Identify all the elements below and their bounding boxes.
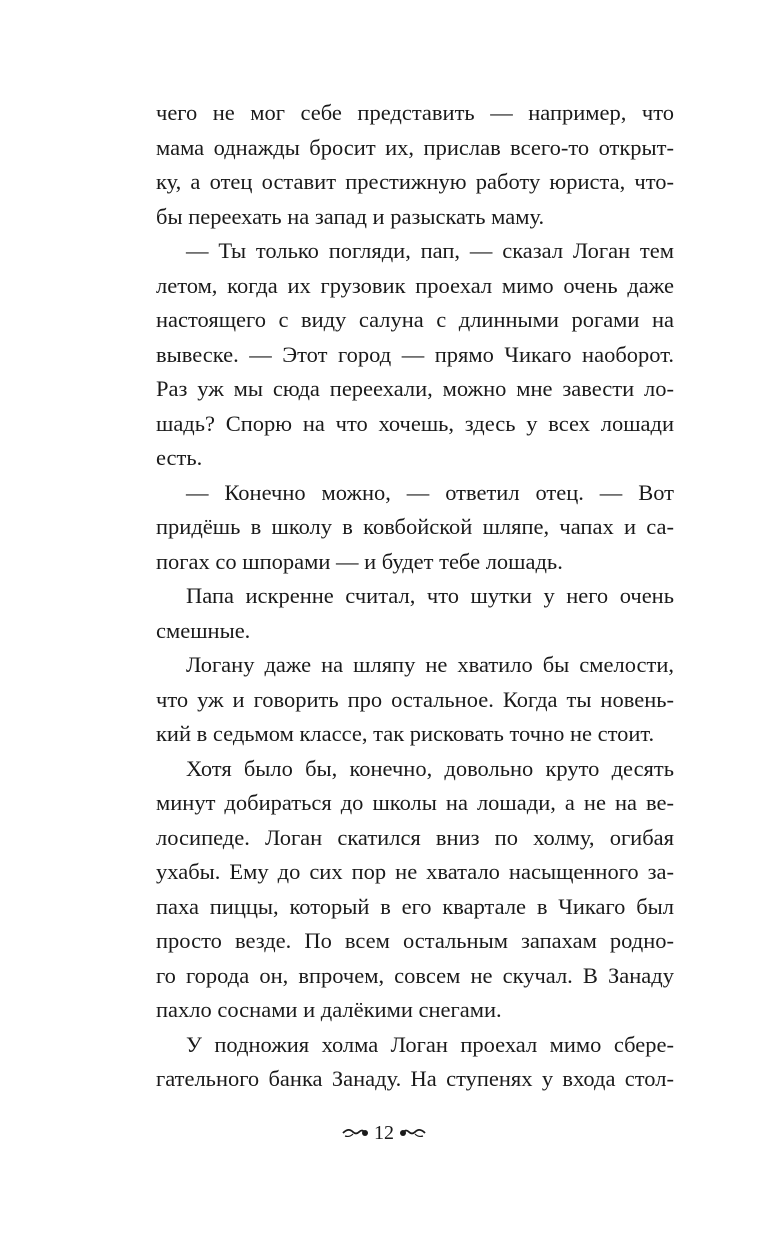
text-line: вывеске. — Этот город — прямо Чикаго наоборот. (156, 341, 674, 367)
text-line: погах со шпорами — и будет тебе лошадь. (156, 548, 563, 574)
text-line: Папа искренне считал, что шутки у него очень (186, 583, 674, 608)
text-line: чего не мог себе представить — например, что (156, 100, 674, 125)
page-body-text (156, 96, 674, 1097)
text-line: мама однажды бросит их, прислав всего-то открыт- (156, 134, 674, 160)
text-line: Раз уж мы сюда переехали, можно мне завести ло- (156, 376, 674, 401)
text-line: просто везде. По всем остальным запахам родно- (156, 928, 674, 953)
flourish-left-icon (342, 1126, 368, 1140)
text-line: Логану даже на шляпу не хватило бы смелости, (186, 652, 674, 677)
text-line: — Конечно можно, — ответил отец. — Вот (186, 479, 674, 505)
text-line: ку, а отец оставит престижную работу юриста, что- (156, 169, 674, 194)
text-line: Хотя было бы, конечно, довольно круто десять (186, 755, 674, 781)
text-line: кий в седьмом классе, так рисковать точно не стоит. (156, 721, 655, 746)
page-footer (0, 1120, 768, 1146)
text-line: бы переехать на запад и разыскать маму. (156, 203, 545, 229)
text-line: — Ты только погляди, пап, — сказал Логан тем (186, 238, 674, 263)
text-line: шадь? Спорю на что хочешь, здесь у всех лошади (156, 410, 674, 436)
text-line: пахло соснами и далёкими снегами. (156, 997, 502, 1022)
text-line: что уж и говорить про остальное. Когда ты новень- (156, 686, 674, 712)
text-line: гательного банка Занаду. На ступенях у входа стол- (156, 1066, 674, 1091)
text-line: придёшь в школу в ковбойской шляпе, чапах и са- (156, 514, 674, 539)
flourish-right-icon (400, 1126, 426, 1140)
text-line: минут добираться до школы на лошади, а не на ве- (156, 790, 674, 815)
text-line: го города он, впрочем, совсем не скучал. В Занаду (156, 962, 674, 988)
text-line: ухабы. Ему до сих пор не хватало насыщенного за- (156, 859, 674, 884)
text-line: У подножия холма Логан проехал мимо сбере- (186, 1031, 674, 1057)
text-line: есть. (156, 445, 203, 470)
text-line: смешные. (156, 617, 251, 643)
text-line: летом, когда их грузовик проехал мимо очень даже (156, 272, 674, 298)
text-line: лосипеде. Логан скатился вниз по холму, огибая (156, 824, 674, 850)
page-number: 12 (374, 1122, 394, 1144)
text-line: настоящего с виду салуна с длинными рогами на (156, 307, 674, 332)
text-line: паха пиццы, который в его квартале в Чикаго был (156, 893, 674, 919)
